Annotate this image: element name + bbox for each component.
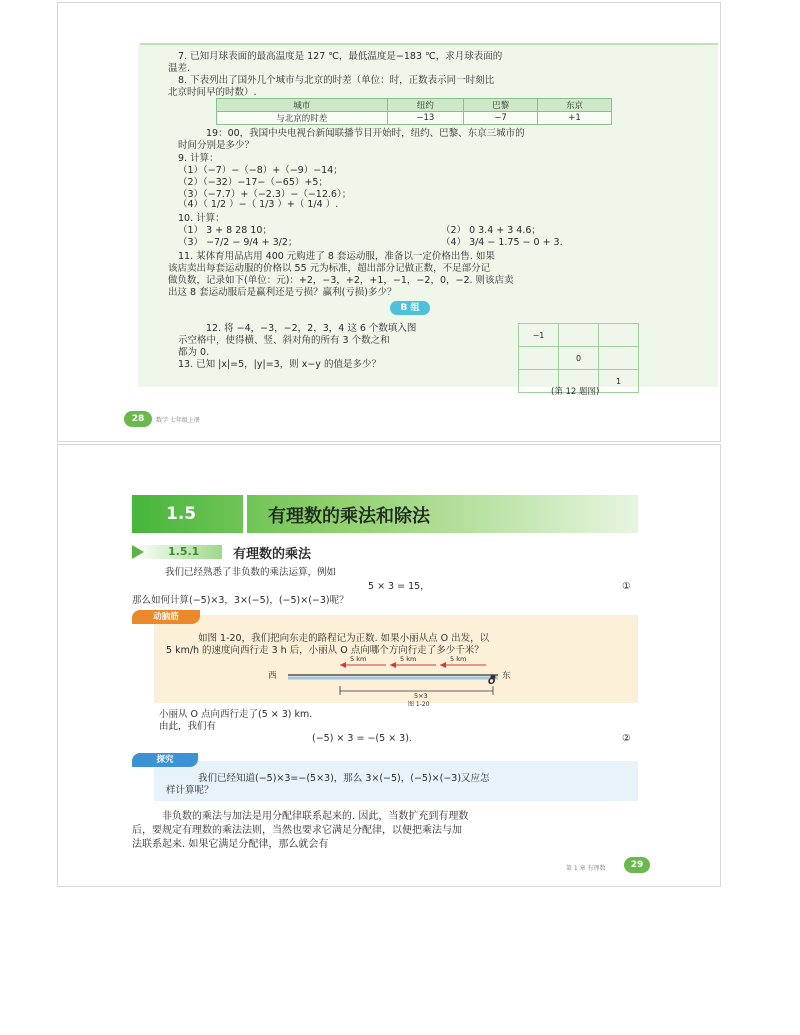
page-number-badge: 28	[124, 411, 152, 427]
q12-line3: 都为 0.	[178, 347, 210, 358]
section-number: 1.5	[166, 504, 197, 524]
q8-line1: 8. 下表列出了国外几个城市与北京的时差（单位：时，正数表示同一时刻比	[178, 75, 495, 86]
figure-km-label: 5 km	[450, 655, 467, 663]
q11-line2: 该店卖出每套运动服的价格以 55 元为标准，超出部分记做正数，不足部分记	[168, 263, 491, 274]
q11-line4: 出这 8 套运动服后是赢利还是亏损？赢利(亏损)多少？	[168, 287, 397, 298]
grid-cell	[519, 347, 559, 370]
grid-cell	[559, 324, 599, 347]
figure-km-label: 5 km	[350, 655, 367, 663]
think-line1: 如图 1-20，我们把向东走的路程记为正数. 如果小丽从点 O 出发，以	[198, 633, 490, 644]
q9-item3: （3）（−7.7）+（−2.3）−（−12.6）；	[178, 189, 352, 200]
table-cell: 与北京的时差	[217, 112, 388, 125]
q8-line4: 时间分别是多少？	[178, 140, 255, 151]
equation-2: (−5) × 3 = −(5 × 3).	[312, 733, 412, 744]
figure-caption: 图 1-20	[408, 701, 430, 708]
q7-line2: 温差.	[168, 63, 191, 74]
page-number-badge: 29	[624, 857, 650, 873]
grid-caption: (第 12 题图)	[551, 387, 600, 397]
q7-line1: 7. 已知月球表面的最高温度是 127 ℃，最低温度是−183 ℃，求月球表面的	[178, 51, 503, 62]
figure-km-label: 5 km	[400, 655, 417, 663]
grid-cell	[599, 347, 639, 370]
q8-line2: 北京时间早的时数）.	[168, 87, 257, 98]
para-5-line2: 后，要规定有理数的乘法法则，当然也要求它满足分配律，以便把乘法与加	[132, 825, 462, 836]
q12-line2: 示空格中，使得横、竖、斜对角的所有 3 个数之和	[178, 335, 390, 346]
q10-item2: （2） 0 3.4 + 3 4.6；	[441, 225, 541, 236]
q10-item4: （4） 3/4 − 1.75 − 0 + 3.	[441, 237, 563, 248]
q12-line1: 12. 将 −4，−3，−2，2，3，4 这 6 个数填入图	[206, 323, 417, 334]
q8-line3: 19：00，我国中央电视台新闻联播节目开始时，纽约、巴黎、东京三城市的	[206, 128, 525, 139]
figure-span-label: 5×3	[414, 692, 428, 700]
explore-line2: 样计算呢？	[166, 785, 214, 796]
figure-west-label: 西	[268, 671, 277, 681]
think-line2: 5 km/h 的速度向西行走 3 h 后，小丽从 O 点向哪个方向行走了多少千米？	[166, 645, 484, 656]
figure-1-20	[258, 653, 518, 703]
q10-heading: 10. 计算：	[178, 213, 225, 224]
page-28	[57, 2, 721, 442]
para-5-line3: 法联系起来. 如果它满足分配律，那么就会有	[132, 839, 329, 850]
magic-square-grid	[518, 323, 639, 393]
subsection-title: 有理数的乘法	[233, 547, 312, 562]
table-header-cell: 城市	[217, 99, 388, 112]
q9-item4: （4）（ 1/2 ）−（ 1/3 ）+（ 1/4 ）.	[178, 199, 339, 210]
footer-text: 数学 七年级上册	[156, 417, 200, 424]
para-3: 小丽从 O 点向西行走了(5 × 3) km.	[159, 709, 313, 720]
q11-line1: 11. 某体育用品店用 400 元购进了 8 套运动服，准备以一定价格出售. 如果	[178, 251, 495, 262]
footer-text: 第 1 章 有理数	[566, 865, 606, 872]
arrowhead-icon	[440, 662, 446, 668]
figure-east-label: 东	[502, 671, 511, 681]
q10-item3: （3） −7/2 − 9/4 + 3/2；	[178, 237, 298, 248]
q10-item1: （1） 3 + 8 28 10；	[178, 225, 272, 236]
equation-1: 5 × 3 = 15，	[368, 581, 430, 592]
grid-cell: 1	[599, 370, 639, 393]
para-5-line1: 非负数的乘法与加法是用分配律联系起来的. 因此，当数扩充到有理数	[162, 811, 469, 822]
arrowhead-icon	[390, 662, 396, 668]
table-cell: −13	[387, 112, 464, 125]
para-4: 由此，我们有	[159, 721, 217, 732]
subsection-number: 1.5.1	[168, 545, 200, 558]
table-cell: −7	[464, 112, 538, 125]
table-header-cell: 巴黎	[464, 99, 538, 112]
group-b-badge: B 组	[390, 301, 430, 315]
equation-1-number: ①	[622, 581, 631, 592]
grid-cell: −1	[519, 324, 559, 347]
page-29	[57, 444, 721, 887]
table-header-cell: 纽约	[387, 99, 464, 112]
think-tag: 动脑筋	[132, 610, 200, 624]
q11-line3: 做负数，记录如下(单位：元)：+2，−3，+2，+1，−1，−2，0，−2. 则该店卖	[168, 275, 514, 286]
figure-origin-label: O	[488, 677, 496, 687]
top-rule	[140, 43, 718, 45]
timezone-table	[216, 98, 612, 125]
table-header-cell: 东京	[538, 99, 612, 112]
explore-tag: 探究	[132, 753, 198, 767]
section-title: 有理数的乘法和除法	[268, 506, 430, 527]
grid-cell	[599, 324, 639, 347]
section-divider	[243, 495, 247, 533]
q9-heading: 9. 计算：	[178, 153, 219, 164]
explore-line1: 我们已经知道(−5)×3=−(5×3)，那么 3×(−5)，(−5)×(−3)又应怎	[198, 773, 490, 784]
q9-item1: （1）（−7）−（−8）+（−9）−14；	[178, 165, 343, 176]
table-cell: +1	[538, 112, 612, 125]
q9-item2: （2）（−32）−17−（−65）+5；	[178, 177, 328, 188]
q13-line: 13. 已知 |x|=5，|y|=3，则 x−y 的值是多少？	[178, 359, 381, 370]
grid-cell: 0	[559, 347, 599, 370]
subsection-arrow-icon	[132, 545, 144, 559]
para-1: 我们已经熟悉了非负数的乘法运算，例如	[165, 567, 337, 578]
para-2: 那么如何计算(−5)×3，3×(−5)，(−5)×(−3)呢？	[132, 595, 349, 606]
equation-2-number: ②	[622, 733, 631, 744]
arrowhead-icon	[340, 662, 346, 668]
